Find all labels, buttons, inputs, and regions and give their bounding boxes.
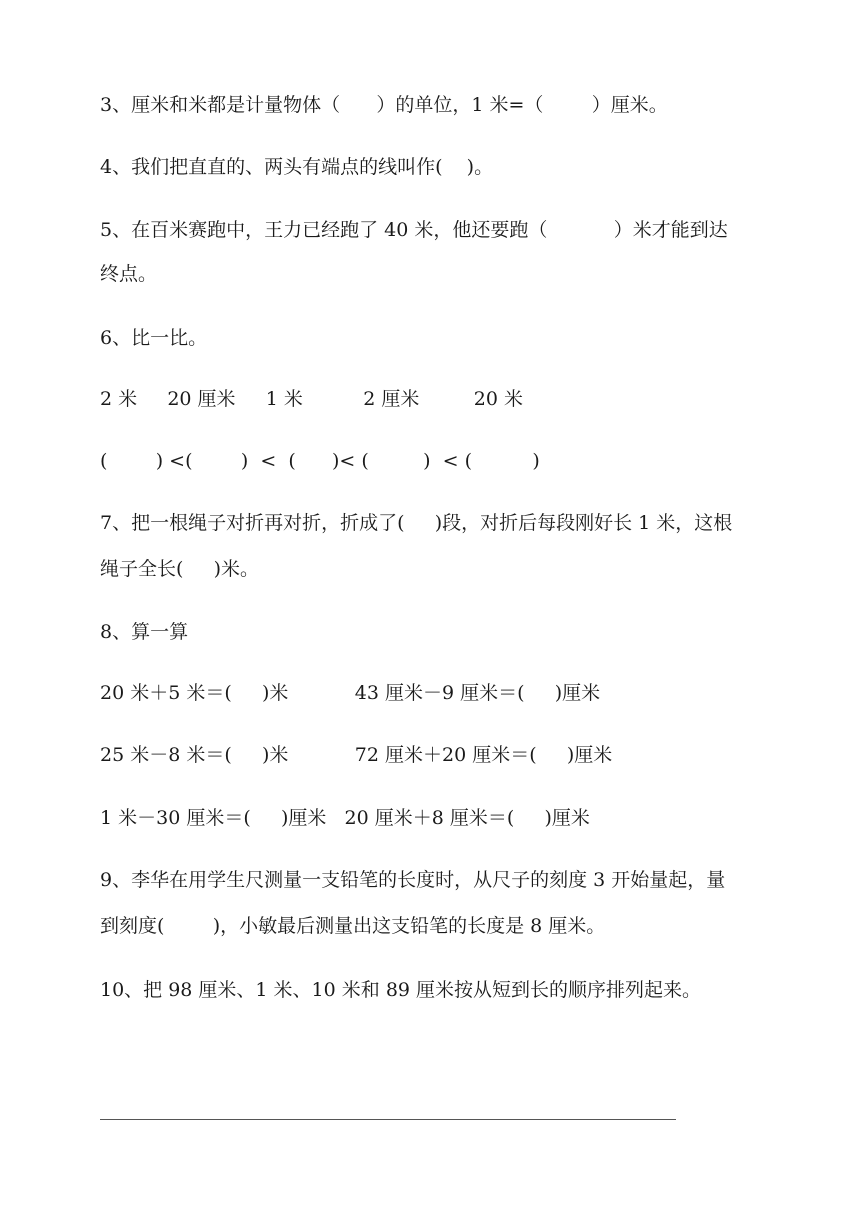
question-8-row-3: 1 米－30 厘米＝( )厘米 20 厘米＋8 厘米＝( )厘米 <box>100 807 590 829</box>
question-5-line-1: 5、在百米赛跑中，王力已经跑了 40 米，他还要跑（ ）米才能到达 <box>100 219 728 241</box>
question-4: 4、我们把直直的、两头有端点的线叫作( )。 <box>100 156 494 178</box>
question-8-row-2: 25 米－8 米＝( )米 72 厘米＋20 厘米＝( )厘米 <box>100 744 613 766</box>
question-6-blanks: ( ) <( ) < ( )< ( ) < ( ) <box>100 450 540 472</box>
question-9-line-2: 到刻度( )，小敏最后测量出这支铅笔的长度是 8 厘米。 <box>100 915 606 937</box>
question-7-line-2: 绳子全长( )米。 <box>100 558 260 580</box>
answer-line <box>100 1119 676 1120</box>
question-6-items: 2 米 20 厘米 1 米 2 厘米 20 米 <box>100 388 523 410</box>
question-8-row-1: 20 米＋5 米＝( )米 43 厘米－9 厘米＝( )厘米 <box>100 682 601 704</box>
question-6-title: 6、比一比。 <box>100 327 208 349</box>
question-3: 3、厘米和米都是计量物体（ ）的单位，1 米=（ ）厘米。 <box>100 94 668 116</box>
question-8-title: 8、算一算 <box>100 621 189 643</box>
question-10: 10、把 98 厘米、1 米、10 米和 89 厘米按从短到长的顺序排列起来。 <box>100 979 702 1001</box>
question-7-line-1: 7、把一根绳子对折再对折，折成了( )段，对折后每段刚好长 1 米，这根 <box>100 512 733 534</box>
question-9-line-1: 9、李华在用学生尺测量一支铅笔的长度时，从尺子的刻度 3 开始量起，量 <box>100 869 726 891</box>
question-5-line-2: 终点。 <box>100 263 158 285</box>
